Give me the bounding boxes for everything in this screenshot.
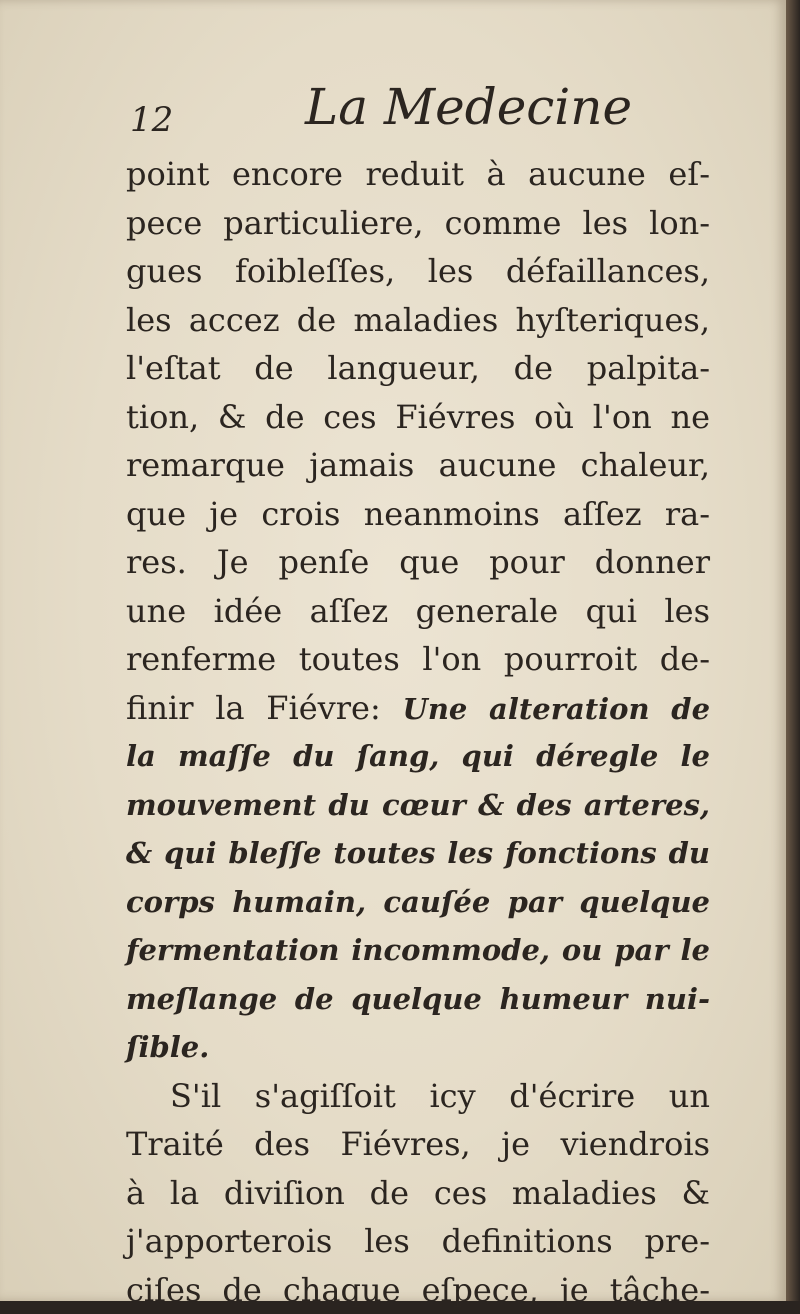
text-line: ciſes de chaque eſpece, je tâche- — [126, 1266, 710, 1314]
book-spine-edge — [786, 0, 800, 1301]
page-header — [130, 78, 710, 142]
text-line: les accez de maladies hyſteriques, — [126, 296, 710, 345]
text-line: l'eſtat de langueur, de palpita- — [126, 344, 710, 393]
text-line: à la diviſion de ces maladies & — [126, 1169, 710, 1218]
text-line-mixed — [126, 684, 710, 733]
definition-line: & qui bleſſe toutes les fonctions du — [126, 829, 710, 878]
definition-start: Une alteration de — [403, 692, 710, 726]
definition-line: ſible. — [126, 1023, 710, 1072]
text-segment-roman: finir la Fiévre: — [126, 689, 381, 727]
text-line: point encore reduit à aucune eſ- — [126, 150, 710, 199]
text-line: tion, & de ces Fiévres où l'on ne — [126, 393, 710, 442]
definition-line: la maſſe du ſang, qui déregle le — [126, 732, 710, 781]
text-line: pece particuliere, comme les lon- — [126, 199, 710, 248]
text-line: que je crois neanmoins aſſez ra- — [126, 490, 710, 539]
page-number: 12 — [130, 100, 173, 140]
definition-line: corps humain, cauſée par quelque — [126, 878, 710, 927]
text-line: j'apporterois les definitions pre- — [126, 1217, 710, 1266]
definition-line: meſlange de quelque humeur nui- — [126, 975, 710, 1024]
text-line: res. Je penſe que pour donner — [126, 538, 710, 587]
text-line: gues foibleſſes, les défaillances, — [126, 247, 710, 296]
text-line: Traité des Fiévres, je viendrois — [126, 1120, 710, 1169]
definition-line: fermentation incommode, ou par le — [126, 926, 710, 975]
paragraph-first-line: S'il s'agiſſoit icy d'écrire un — [126, 1072, 710, 1121]
running-title: La Medecine — [305, 78, 632, 136]
text-line: remarque jamais aucune chaleur, — [126, 441, 710, 490]
page-text — [126, 150, 710, 1314]
definition-line: mouvement du cœur & des arteres, — [126, 781, 710, 830]
text-line: renferme toutes l'on pourroit de- — [126, 635, 710, 684]
text-line: une idée aſſez generale qui les — [126, 587, 710, 636]
